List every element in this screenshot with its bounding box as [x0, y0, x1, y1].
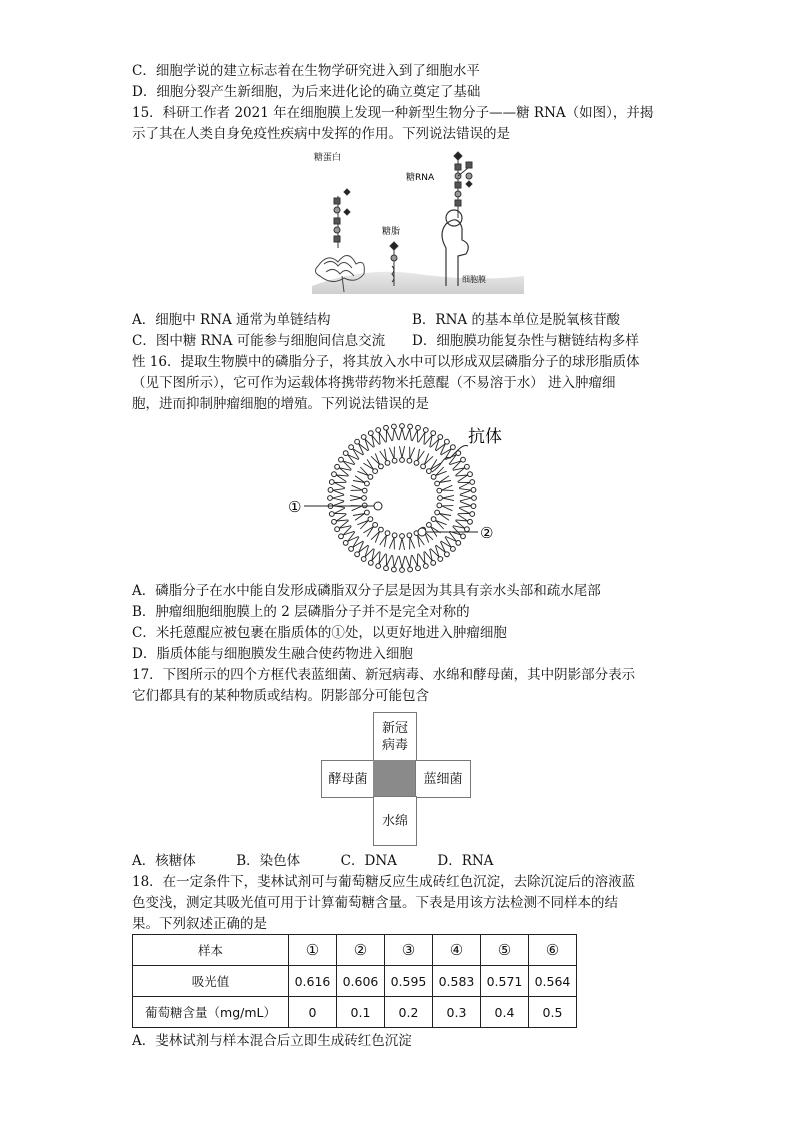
- q18-option-a: A．斐林试剂与样本混合后立即生成砖红色沉淀: [132, 1033, 412, 1049]
- lipid-head: [376, 428, 381, 433]
- q18-stem-3: 果。下列叙述正确的是: [132, 916, 267, 932]
- lipid-head: [365, 481, 370, 486]
- lipid-tail: [410, 538, 415, 549]
- lipid-head: [349, 547, 354, 552]
- lipid-tail: [410, 429, 412, 441]
- lipid-head: [332, 519, 337, 524]
- lipid-tail: [410, 448, 415, 459]
- lipid-tail: [460, 490, 471, 494]
- lipid-tail: [333, 502, 344, 506]
- lipid-tail: [410, 555, 412, 567]
- lipid-head: [451, 547, 456, 552]
- lipid-head: [365, 510, 370, 515]
- lipid-head: [408, 567, 413, 572]
- lipid-head: [437, 488, 442, 493]
- lipid-tail: [402, 556, 405, 568]
- lipid-tail: [389, 448, 394, 459]
- glyco-rna-label: 糖RNA: [406, 173, 435, 183]
- box-cyanobacteria: 蓝细菌: [415, 760, 471, 798]
- lipid-head: [423, 564, 428, 569]
- lipid-head: [400, 534, 405, 539]
- lipid-tail: [399, 538, 402, 550]
- table-cell: ④: [433, 935, 481, 966]
- lipid-head: [373, 469, 378, 474]
- option-d-line: D．细胞分裂产生新细胞，为后来进化论的确立奠定了基础: [132, 84, 481, 100]
- lipid-head: [472, 496, 477, 501]
- glyco-rna-figure: [306, 148, 530, 298]
- lipid-head: [427, 469, 432, 474]
- lipid-tail: [393, 555, 395, 567]
- lipid-head: [373, 523, 378, 528]
- lipid-head: [339, 457, 344, 462]
- lipid-head: [329, 480, 334, 485]
- lipid-head: [368, 431, 373, 436]
- q18-stem-1: 18．在一定条件下，斐林试剂可与葡萄糖反应生成砖红色沉淀，去除沉淀后的溶液蓝: [132, 874, 636, 890]
- q15-option-d: D．细胞膜功能复杂性与糖链结构多样: [412, 333, 639, 349]
- q17-stem-2: 它们都具有的某种物质或结构。阴影部分可能包含: [132, 688, 429, 704]
- lipid-head: [368, 475, 373, 480]
- antibody-label: 抗体: [468, 427, 502, 447]
- lipid-tail: [332, 495, 344, 498]
- table-cell: 0.571: [481, 966, 529, 997]
- lipid-tail: [406, 556, 410, 567]
- lipid-tail: [350, 495, 362, 498]
- lipid-tail: [333, 490, 344, 494]
- lipid-head: [392, 567, 397, 572]
- lipid-head: [332, 472, 337, 477]
- lipid-head: [384, 566, 389, 571]
- mark-2: ②: [480, 524, 494, 542]
- glycolipid-label: 糖脂: [382, 227, 401, 237]
- lipid-tail: [442, 498, 454, 501]
- lipid-head: [376, 564, 381, 569]
- q16-stem-3: 胞，进而抑制肿瘤细胞的增殖。下列说法错误的是: [132, 396, 429, 412]
- glycoprotein-label: 糖蛋白: [314, 153, 342, 163]
- lipid-head: [438, 496, 443, 501]
- q15-stem-1: 15．科研工作者 2021 年在细胞膜上发现一种新型生物分子——糖 RNA（如图），并揭: [132, 105, 654, 121]
- lipid-head: [361, 557, 366, 562]
- lipid-tail: [352, 485, 363, 490]
- lipid-head: [461, 534, 466, 539]
- lipid-tail: [387, 555, 392, 566]
- lipid-head: [431, 431, 436, 436]
- lipid-tail: [333, 489, 345, 491]
- lipid-head: [362, 496, 367, 501]
- lipid-tail: [460, 498, 472, 501]
- q18-stem-2: 色变浅，测定其吸光值可用于计算葡萄糖含量。下表是用该方法检测不同样本的结: [132, 895, 618, 911]
- membrane-label: 细胞膜: [462, 275, 486, 284]
- q16-option-d: D．脂质体能与细胞膜发生融合使药物进入细胞: [132, 646, 413, 662]
- lipid-head: [465, 527, 470, 532]
- table-cell: ⑥: [529, 935, 577, 966]
- lipid-head: [400, 568, 405, 573]
- table-cell: 0.564: [529, 966, 577, 997]
- lipid-tail: [393, 429, 395, 441]
- lipid-head: [328, 496, 333, 501]
- lipid-head: [400, 458, 405, 463]
- lipid-tail: [394, 556, 398, 567]
- lipid-tail: [402, 538, 405, 550]
- lipid-head: [379, 464, 384, 469]
- lipid-head: [435, 481, 440, 486]
- lipid-head: [416, 566, 421, 571]
- lipid-head: [335, 527, 340, 532]
- lipid-head: [368, 517, 373, 522]
- lipid-tail: [399, 428, 402, 440]
- lipid-head: [438, 557, 443, 562]
- table-header-row: [133, 935, 577, 966]
- lipid-tail: [332, 498, 344, 501]
- lipid-head: [361, 435, 366, 440]
- lipid-head: [468, 472, 473, 477]
- table-cell: ②: [337, 935, 385, 966]
- table-cell: 0.4: [481, 997, 529, 1028]
- q17-stem-1: 17．下图所示的四个方框代表蓝细菌、新冠病毒、水绵和酵母菌，其中阴影部分表示: [132, 667, 636, 683]
- lipid-tail: [352, 506, 363, 511]
- lipid-head: [416, 425, 421, 430]
- lipid-tail: [460, 495, 472, 498]
- lipid-head: [407, 533, 412, 538]
- lipid-head: [392, 458, 397, 463]
- table-cell: 吸光值: [133, 966, 289, 997]
- lipid-tail: [399, 556, 402, 568]
- lipid-head: [451, 445, 456, 450]
- lipid-head: [431, 475, 436, 480]
- lipid-head: [349, 445, 354, 450]
- option-c-line: C．细胞学说的建立标志着在生物学研究进入到了细胞水平: [132, 63, 480, 79]
- lipid-head: [362, 488, 367, 493]
- lipid-head: [470, 480, 475, 485]
- lipid-tail: [399, 446, 402, 458]
- lipid-head: [385, 531, 390, 536]
- lipid-tail: [389, 538, 394, 549]
- table-cell: 0.583: [433, 966, 481, 997]
- absorbance-table: [132, 934, 577, 1028]
- lipid-head: [471, 488, 476, 493]
- lipid-head: [392, 533, 397, 538]
- table-row: [133, 997, 577, 1028]
- lipid-head: [328, 488, 333, 493]
- q16-option-c: C．米托蒽醌应被包裹在脂质体的①处，以更好地进入肿瘤细胞: [132, 625, 507, 641]
- table-cell: 0.595: [385, 966, 433, 997]
- box-spirogyra: 水绵: [373, 796, 417, 846]
- q15-stem-2: 示了其在人类自身免疫性疾病中发挥的作用。下列说法错误的是: [132, 126, 510, 142]
- lipid-head: [465, 464, 470, 469]
- table-cell: 0: [289, 997, 337, 1028]
- table-cell: ⑤: [481, 935, 529, 966]
- lipid-head: [468, 519, 473, 524]
- shaded-common-area: [373, 760, 417, 798]
- membrane-point: [418, 528, 426, 536]
- q15-option-c: C．图中糖 RNA 可能参与细胞间信息交流: [132, 333, 386, 349]
- lipid-tail: [459, 483, 470, 488]
- lipid-tail: [402, 428, 405, 440]
- lipid-tail: [402, 446, 405, 458]
- lipid-head: [431, 517, 436, 522]
- q16-option-a: A．磷脂分子在水中能自发形成磷脂双分子层是因为其具有亲水头部和疏水尾部: [132, 583, 601, 599]
- mark-1: ①: [288, 498, 302, 516]
- lipid-tail: [459, 508, 470, 513]
- lipid-head: [408, 424, 413, 429]
- table-cell: 样本: [133, 935, 289, 966]
- lipid-head: [414, 461, 419, 466]
- lipid-tail: [459, 489, 471, 491]
- table-cell: 0.5: [529, 997, 577, 1028]
- box-yeast: 酵母菌: [321, 760, 375, 798]
- q15-option-b: B．RNA 的基本单位是脱氧核苷酸: [412, 312, 620, 328]
- lipid-tail: [406, 429, 410, 440]
- lipid-head: [407, 458, 412, 463]
- lipid-tail: [350, 498, 362, 501]
- table-cell: 0.606: [337, 966, 385, 997]
- lipid-tail: [460, 502, 471, 506]
- lipid-head: [368, 561, 373, 566]
- box-covid-virus: 新冠 病毒: [373, 712, 417, 762]
- lipid-head: [335, 464, 340, 469]
- lipid-head: [329, 512, 334, 517]
- lipid-tail: [394, 429, 398, 440]
- lipid-head: [435, 510, 440, 515]
- lipid-head: [471, 504, 476, 509]
- lipid-tail: [334, 508, 345, 513]
- phospholipid-bilayer: [328, 424, 477, 573]
- lipid-head: [362, 503, 367, 508]
- lipid-tail: [412, 555, 417, 566]
- table-row: [133, 966, 577, 997]
- lipid-head: [423, 428, 428, 433]
- lipid-head: [392, 424, 397, 429]
- liposome-figure: [282, 418, 522, 576]
- table-cell: 0.1: [337, 997, 385, 1028]
- lipid-head: [384, 425, 389, 430]
- q16-stem-2: （见下图所示），它可作为运载体将携带药物米托蒽醌（不易溶于水） 进入肿瘤细: [132, 375, 616, 391]
- lipid-head: [461, 457, 466, 462]
- table-cell: 0.3: [433, 997, 481, 1028]
- lipid-tail: [387, 430, 392, 441]
- glyco-rna-chain: [454, 152, 472, 218]
- lipid-head: [437, 503, 442, 508]
- lipid-head: [438, 435, 443, 440]
- table-cell: 0.2: [385, 997, 433, 1028]
- table-cell: 葡萄糖含量（mg/mL）: [133, 997, 289, 1028]
- lipid-head: [421, 464, 426, 469]
- lipid-head: [385, 461, 390, 466]
- lipid-tail: [442, 506, 453, 511]
- lipid-tail: [442, 485, 453, 490]
- inner-point: [374, 502, 382, 510]
- lipid-head: [379, 527, 384, 532]
- q16-stem-1: 性 16．提取生物膜中的磷脂分子，将其放入水中可以形成双层磷脂分子的球形脂质体: [132, 354, 640, 370]
- lipid-head: [470, 512, 475, 517]
- lipid-tail: [412, 430, 417, 441]
- q16-option-b: B．肿瘤细胞细胞膜上的 2 层磷脂分子并不是完全对称的: [132, 604, 470, 620]
- table-cell: ①: [289, 935, 337, 966]
- glycoprotein-chain: [334, 189, 350, 248]
- lipid-tail: [442, 495, 454, 498]
- table-cell: ③: [385, 935, 433, 966]
- lipid-head: [339, 534, 344, 539]
- lipid-head: [431, 561, 436, 566]
- lipid-head: [427, 523, 432, 528]
- lipid-tail: [459, 506, 471, 508]
- q17-options: A．核糖体 B．染色体 C．DNA D．RNA: [132, 853, 494, 869]
- q15-option-a: A．细胞中 RNA 通常为单链结构: [132, 312, 331, 328]
- lipid-tail: [334, 483, 345, 488]
- table-cell: 0.616: [289, 966, 337, 997]
- lipid-head: [400, 424, 405, 429]
